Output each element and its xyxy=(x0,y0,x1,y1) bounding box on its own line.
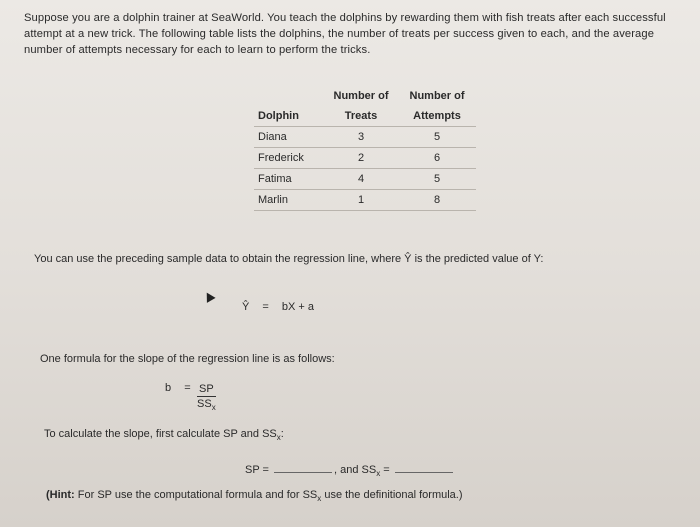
treats-value: 3 xyxy=(324,127,398,148)
header-top-attempts: Number of xyxy=(409,90,465,102)
table-row xyxy=(254,190,476,211)
attempts-value: 5 xyxy=(398,127,476,148)
equation-equals: = xyxy=(262,301,269,313)
slope-denominator-sub: x xyxy=(211,403,216,413)
regression-instruction: You can use the preceding sample data to obtain the regression line, where Ŷ is the predicted value of Y: xyxy=(34,253,544,265)
dolphin-table xyxy=(254,86,476,211)
calc-text: To calculate the slope, first calculate SP and SS xyxy=(44,428,277,440)
table-row xyxy=(254,127,476,148)
hint-sub: x xyxy=(317,494,322,504)
sp-answer-blank[interactable] xyxy=(274,462,332,473)
regression-equation xyxy=(242,301,324,313)
table-row xyxy=(254,148,476,169)
slope-equals: = xyxy=(184,382,191,394)
slope-formula xyxy=(165,382,216,413)
dolphin-name: Frederick xyxy=(254,148,324,169)
treats-value: 1 xyxy=(324,190,398,211)
hint-body: For SP use the computational formula and for SS xyxy=(74,489,318,501)
attempts-value: 5 xyxy=(398,169,476,190)
mouse-cursor-icon xyxy=(202,290,215,303)
table-header-top-row xyxy=(254,86,476,106)
slope-formula-intro: One formula for the slope of the regression line is as follows: xyxy=(40,353,335,365)
dolphin-name: Diana xyxy=(254,127,324,148)
dolphin-name: Fatima xyxy=(254,169,324,190)
equation-rhs: bX + a xyxy=(281,301,315,313)
equation-lhs: Ŷ xyxy=(242,301,250,313)
slope-fraction xyxy=(197,382,216,415)
problem-intro: Suppose you are a dolphin trainer at SeaWorld. You teach the dolphins by rewarding them with fish treats after each successful attempt at a new trick. The following table lists the dolphins, the number of treats per success given to each, and the average number of attempts necessary for each to learn to perform the tricks. xyxy=(24,12,666,56)
header-treats: Treats xyxy=(344,110,378,122)
sp-label: SP = xyxy=(245,464,269,476)
ss-equals: = xyxy=(383,464,390,476)
slope-numerator: SP xyxy=(199,383,214,395)
hint-bold: (Hint: xyxy=(46,489,75,501)
ss-answer-blank[interactable] xyxy=(395,462,453,473)
hint-body-end: use the definitional formula.) xyxy=(321,489,463,501)
dolphin-name: Marlin xyxy=(254,190,324,211)
header-attempts: Attempts xyxy=(413,110,461,122)
table-row xyxy=(254,169,476,190)
attempts-value: 6 xyxy=(398,148,476,169)
slope-denominator xyxy=(197,397,216,415)
header-dolphin: Dolphin xyxy=(258,110,299,122)
header-top-treats: Number of xyxy=(333,90,389,102)
hint-text xyxy=(46,489,463,503)
calc-instruction xyxy=(44,428,284,442)
calc-text-sub: x xyxy=(276,433,281,443)
table-header-bottom-row xyxy=(254,106,476,127)
ss-sub: x xyxy=(376,469,381,479)
treats-value: 2 xyxy=(324,148,398,169)
treats-value: 4 xyxy=(324,169,398,190)
attempts-value: 8 xyxy=(398,190,476,211)
slope-lhs: b xyxy=(165,382,172,394)
slope-denominator-text: SS xyxy=(197,398,212,410)
answer-line xyxy=(245,462,455,478)
and-label: , and SS xyxy=(334,464,377,476)
header-top-dolphin xyxy=(254,86,324,106)
calc-text-end: : xyxy=(280,428,284,440)
